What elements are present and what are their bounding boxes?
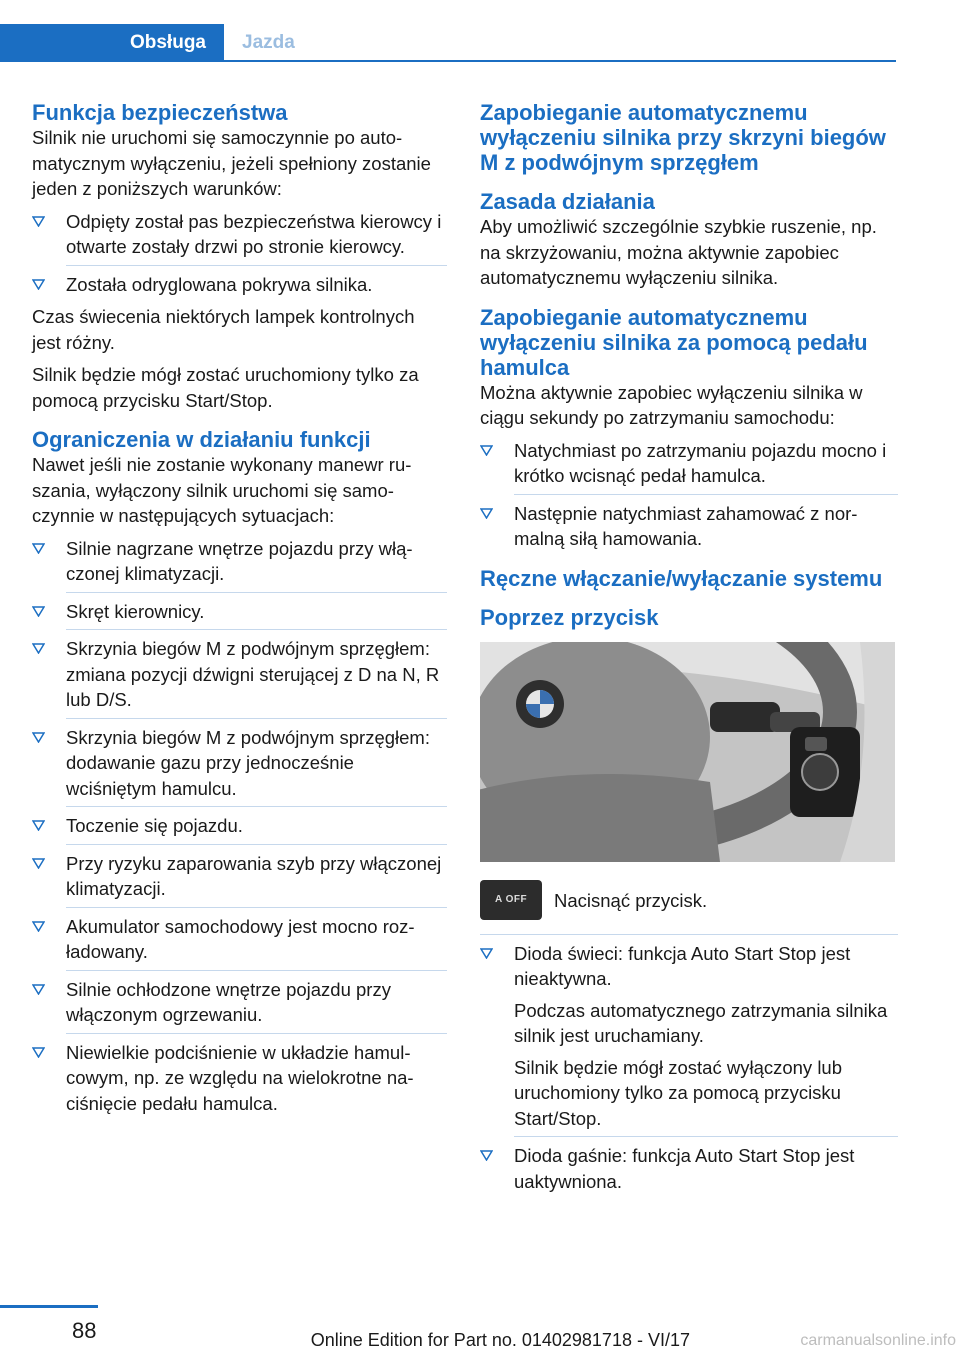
- list-item: [480, 501, 898, 552]
- triangle-bullet-icon: [32, 984, 45, 995]
- list-item-text: Dioda świeci: funkcja Auto Start Stop jest nieaktywna.: [514, 942, 851, 989]
- heading-manual: Ręczne włączanie/wyłączanie systemu: [480, 565, 883, 591]
- watermark: carmanualsonline.info: [800, 1332, 956, 1349]
- list-item: [32, 536, 447, 593]
- triangle-bullet-icon: [32, 921, 45, 932]
- list-item-text: Skrzynia biegów M z podwójnym sprzęgłem: zmiana pozycji dźwigni sterującej z D na N, R lub D/S.: [66, 638, 440, 710]
- triangle-bullet-icon: [32, 732, 45, 743]
- list-item-subtext: Silnik będzie mógł zostać wyłączony lub uruchomiony tylko za pomocą przycisku Start/Stop.: [514, 1056, 843, 1129]
- list-item-text: Skręt kierownicy.: [66, 600, 205, 622]
- divider: [66, 970, 447, 971]
- list-item-text: Niewielkie podciśnienie w układzie hamulcowym, np. ze względu na wielokrotne naciśnięcie pedału hamulca.: [66, 1041, 414, 1114]
- heading-prevent-brake: Zapobieganie automatycznemu wyłączeniu silnika za pomocą pedału hamulca: [480, 304, 868, 380]
- paragraph-safety: Silnik nie uruchomi się samoczynnie po automatycznym wyłączeniu, jeżeli spełniony zostanie jeden z poniższych warunków:: [32, 127, 431, 199]
- list-item: [32, 599, 447, 631]
- header-rule: [224, 60, 896, 62]
- list-item: [480, 438, 898, 495]
- edition-text: Online Edition for Part no. 01402981718 - VI/17: [310, 1330, 690, 1350]
- list-item: [32, 1040, 447, 1117]
- heading-prevent-dct: Zapobieganie automatycznemu wyłączeniu silnika przy skrzyni biegów M z podwójnym sprzęgłem: [480, 100, 886, 175]
- list-item-text: Silnie nagrzane wnętrze pojazdu przy włączonej klimatyzacji.: [66, 537, 413, 584]
- divider: [514, 494, 898, 495]
- heading-safety: Funkcja bezpieczeństwa: [32, 100, 288, 125]
- triangle-bullet-icon: [32, 606, 45, 617]
- list-item: [32, 209, 447, 266]
- list-item-text: Przy ryzyku zaparowania szyb przy włączonej klimatyzacji.: [66, 852, 442, 899]
- paragraph-startstop: Silnik będzie mógł zostać uruchomiony tylko za pomocą przycisku Start/Stop.: [32, 364, 419, 411]
- triangle-bullet-icon: [32, 1047, 45, 1058]
- divider: [66, 806, 447, 807]
- led-list: [480, 941, 898, 1195]
- paragraph-brake: Można aktywnie zapobiec wyłączeniu silnika w ciągu sekundy po zatrzymaniu samochodu:: [480, 381, 863, 428]
- divider: [66, 1033, 447, 1034]
- list-item: [32, 977, 447, 1034]
- list-item-text: Skrzynia biegów M z podwójnym sprzęgłem: dodawanie gazu przy jednocześnie wciśniętym hamulcu.: [66, 726, 430, 799]
- list-item-text: Akumulator samochodowy jest mocno rozładowany.: [66, 915, 415, 962]
- triangle-bullet-icon: [480, 445, 493, 456]
- triangle-bullet-icon: [32, 858, 45, 869]
- paragraph-limits: Nawet jeśli nie zostanie wykonany manewr ruszania, wyłączony silnik uruchomi się samoczynnie w następujących sytuacjach:: [32, 454, 412, 526]
- heading-limits: Ograniczenia w działaniu funkcji: [32, 427, 371, 452]
- tab-jazda[interactable]: Jazda: [242, 32, 295, 53]
- safety-list: [32, 209, 447, 298]
- list-item: [32, 725, 447, 808]
- list-item-text: Toczenie się pojazdu.: [66, 815, 243, 836]
- list-item: [32, 813, 447, 845]
- press-button-text: Nacisnąć przycisk.: [554, 889, 708, 911]
- top-navigation: [0, 0, 960, 62]
- list-item-text: Została odryglowana pokrywa silnika.: [66, 273, 373, 295]
- divider: [66, 907, 447, 908]
- triangle-bullet-icon: [480, 1150, 493, 1161]
- list-item: [32, 272, 447, 298]
- list-item-subtext: Podczas automatycznego zatrzymania silnika silnik jest uruchamiany.: [514, 999, 888, 1046]
- left-column: [32, 100, 447, 1123]
- list-item-text: Dioda gaśnie: funkcja Auto Start Stop jest uaktywniona.: [514, 1145, 855, 1192]
- divider: [480, 934, 898, 935]
- right-column: [480, 100, 898, 1201]
- paragraph-principle: Aby umożliwić szczególnie szybkie ruszenie, np. na skrzyżowaniu, można aktywnie zapobiec automatycznemu wyłączeniu silnika.: [480, 216, 877, 288]
- list-item: [32, 851, 447, 908]
- page-number: 88: [72, 1318, 97, 1343]
- triangle-bullet-icon: [32, 820, 45, 831]
- triangle-bullet-icon: [32, 216, 45, 227]
- divider: [66, 265, 447, 266]
- heading-button: Poprzez przycisk: [480, 604, 659, 630]
- limits-list: [32, 536, 447, 1117]
- divider: [66, 844, 447, 845]
- divider: [66, 629, 447, 630]
- steering-wheel-photo: [480, 642, 895, 862]
- triangle-bullet-icon: [32, 643, 45, 654]
- triangle-bullet-icon: [32, 543, 45, 554]
- list-item: [480, 941, 898, 1138]
- button-instruction: [480, 880, 898, 920]
- brake-list: [480, 438, 898, 552]
- heading-principle: Zasada działania: [480, 189, 655, 214]
- divider: [66, 718, 447, 719]
- triangle-bullet-icon: [480, 948, 493, 959]
- triangle-bullet-icon: [32, 279, 45, 290]
- paragraph-lamps: Czas świecenia niektórych lampek kontrolnych jest różny.: [32, 306, 415, 353]
- list-item: [480, 1143, 898, 1194]
- footer-rule: [0, 1305, 98, 1308]
- list-item-text: Następnie natychmiast zahamować z normalną siłą hamowania.: [514, 502, 858, 549]
- auto-start-stop-off-icon: [480, 880, 542, 920]
- tab-obsluga[interactable]: Obsługa: [0, 24, 224, 62]
- list-item: [32, 914, 447, 971]
- divider: [514, 1136, 898, 1137]
- steering-wheel-illustration: [480, 642, 895, 862]
- divider: [66, 592, 447, 593]
- list-item-text: Odpięty został pas bezpieczeństwa kierowcy i otwarte zostały drzwi po stronie kierowcy.: [66, 210, 442, 257]
- list-item-text: Natychmiast po zatrzymaniu pojazdu mocno i krótko wcisnąć pedał hamulca.: [514, 439, 887, 486]
- button-icon-label: A OFF: [494, 893, 528, 905]
- list-item: [32, 636, 447, 719]
- list-item-text: Silnie ochłodzone wnętrze pojazdu przy włączonym ogrzewaniu.: [66, 978, 391, 1025]
- triangle-bullet-icon: [480, 508, 493, 519]
